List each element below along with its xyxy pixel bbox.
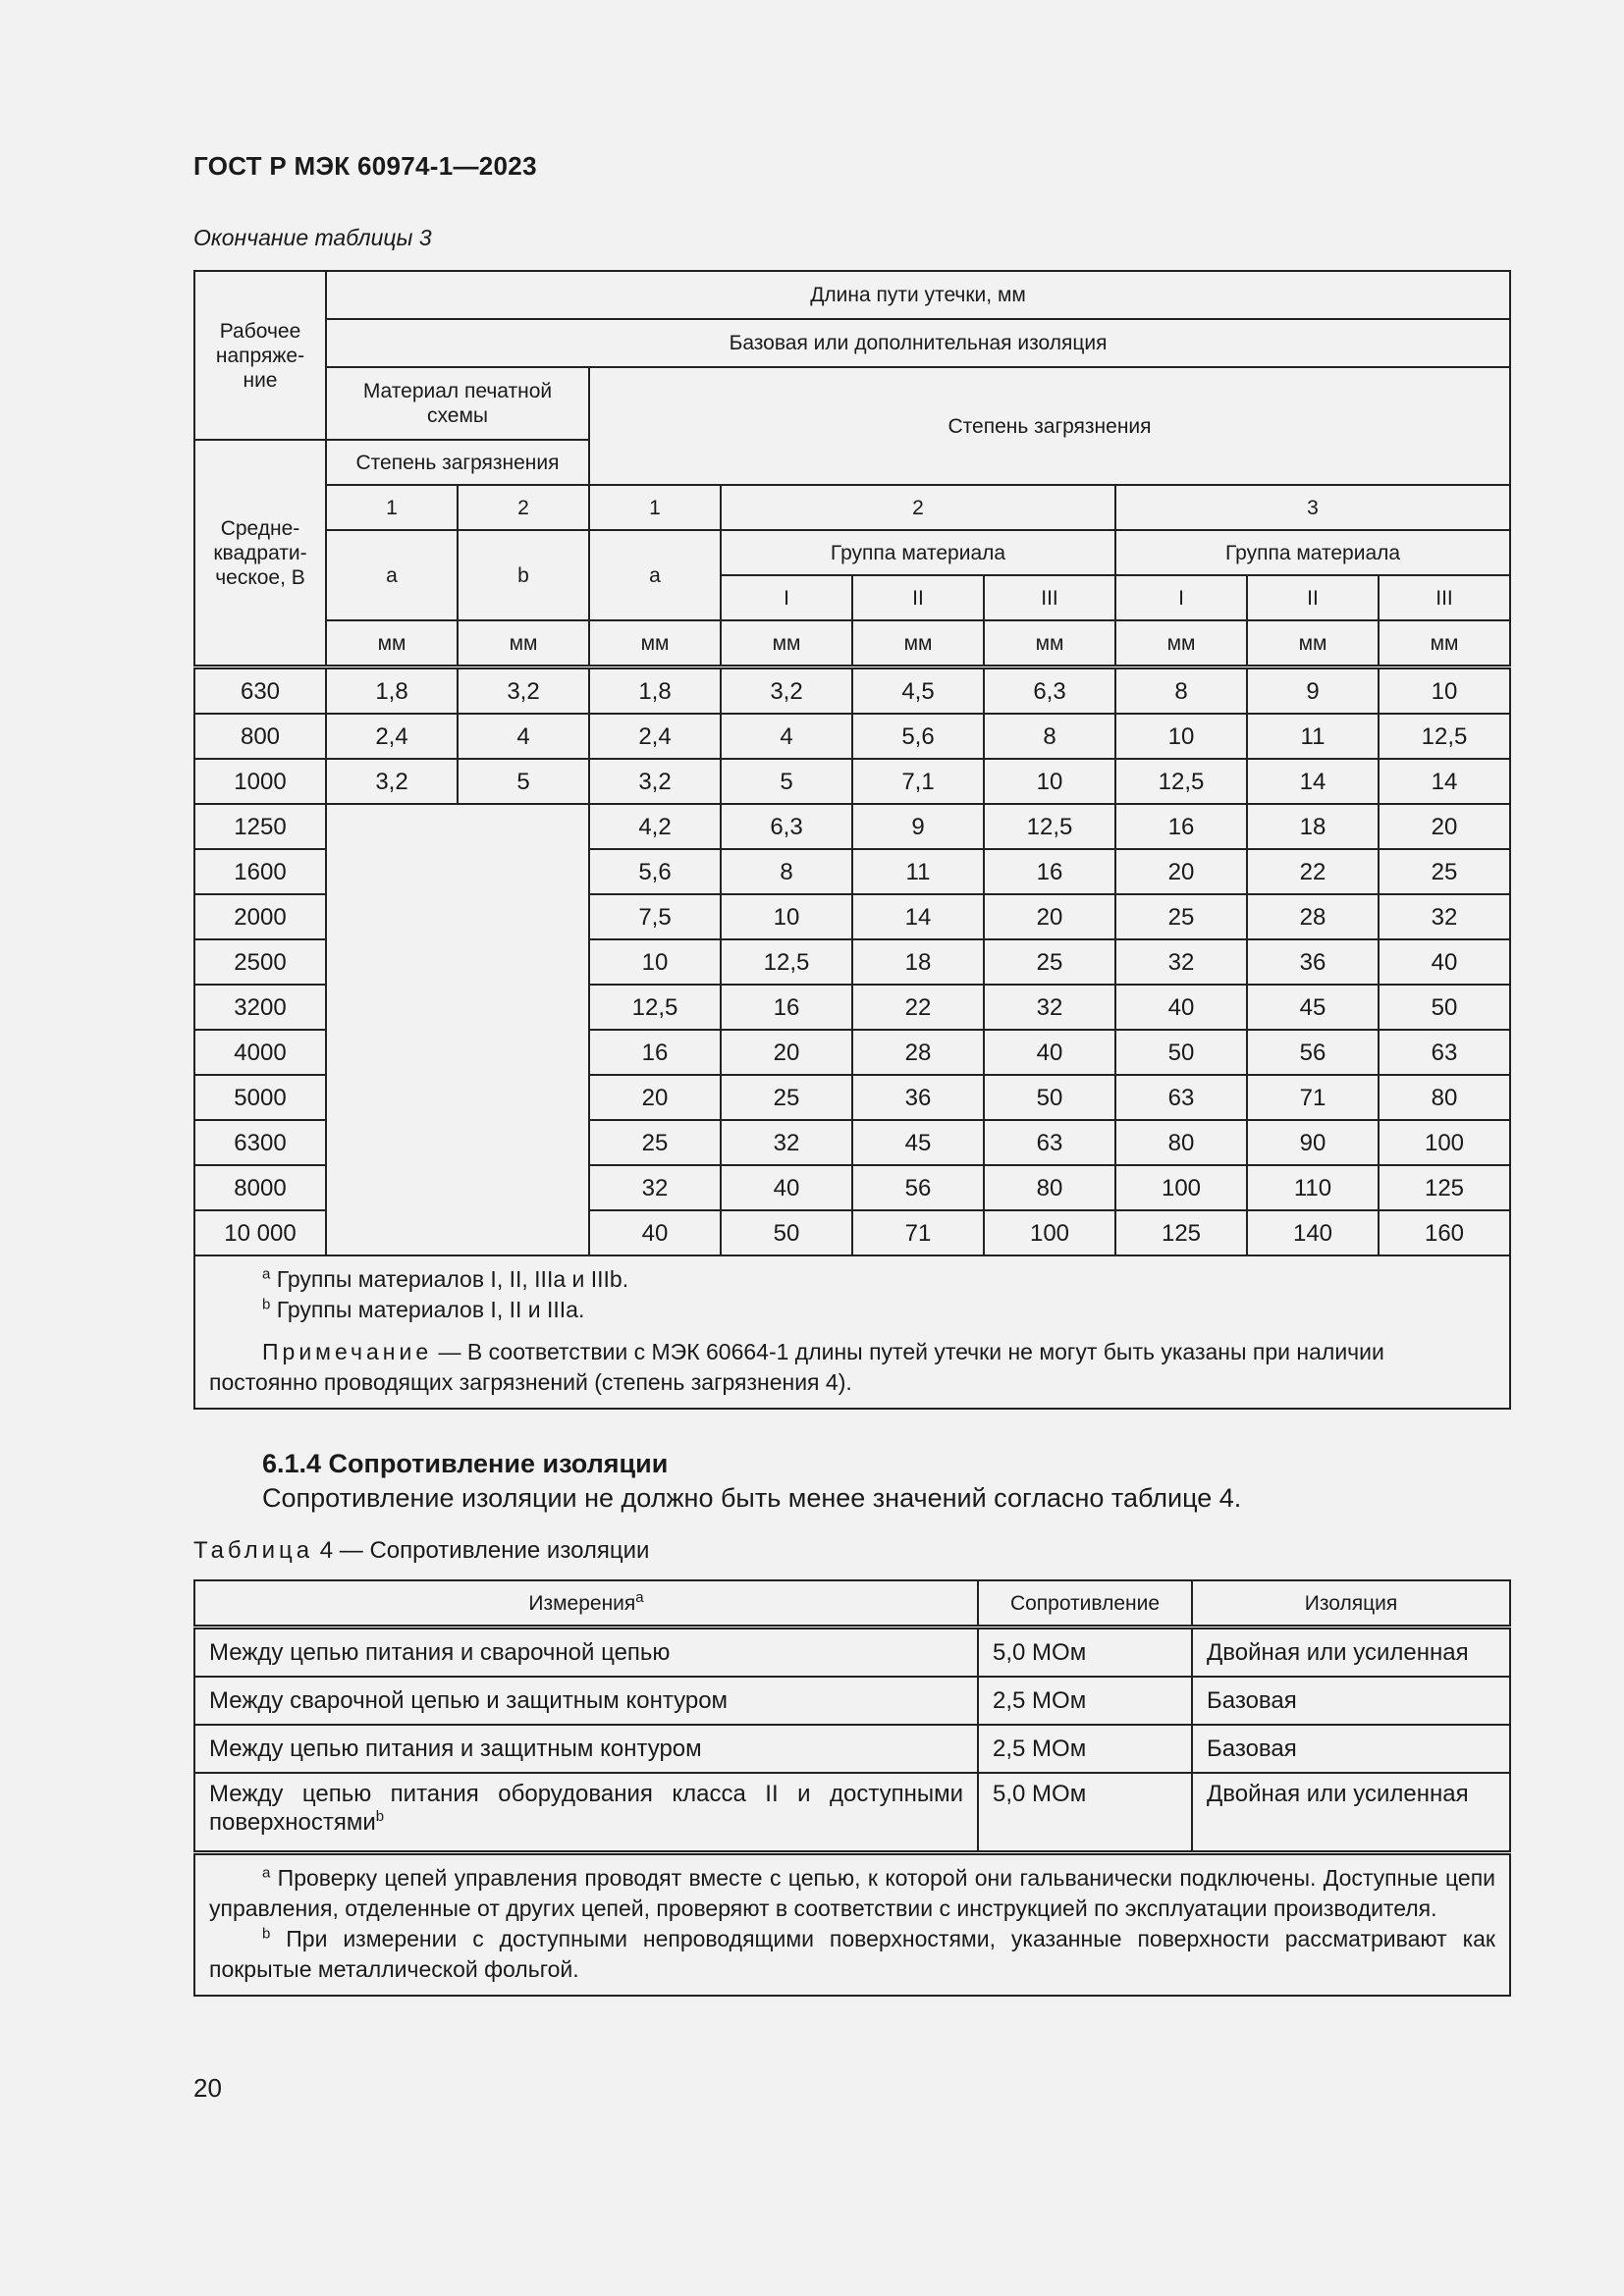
value-cell: 25: [1379, 849, 1510, 894]
value-cell: 11: [852, 849, 984, 894]
value-cell: 25: [984, 939, 1115, 985]
value-cell: 1,8: [326, 667, 458, 715]
value-cell: 10: [589, 939, 721, 985]
material-group-header: Группа материала: [721, 530, 1115, 575]
pcb-pollution-degree-header: Степень загрязнения: [326, 440, 589, 485]
value-cell: 16: [589, 1030, 721, 1075]
value-cell: 2,4: [326, 714, 458, 759]
value-cell: 18: [852, 939, 984, 985]
value-cell: 4,5: [852, 667, 984, 715]
unit-cell: мм: [589, 620, 721, 667]
value-cell: 28: [1247, 894, 1379, 939]
footnote-b: $^b$ Группы материалов I, II и IIIa.: [262, 1296, 585, 1322]
value-cell: 110: [1247, 1165, 1379, 1210]
table-3-header: [194, 271, 1510, 667]
value-cell: 56: [852, 1165, 984, 1210]
value-cell: 16: [721, 985, 852, 1030]
value-cell: 100: [1379, 1120, 1510, 1165]
voltage-cell: 4000: [194, 1030, 326, 1075]
value-cell: 9: [1247, 667, 1379, 715]
value-cell: 32: [1379, 894, 1510, 939]
degree-header: 2: [721, 485, 1115, 530]
standard-designation: ГОСТ Р МЭК 60974-1—2023: [193, 151, 537, 181]
resistance-cell: 5,0 МОм: [978, 1628, 1192, 1678]
unit-cell: мм: [1379, 620, 1510, 667]
value-cell: 18: [1247, 804, 1379, 849]
value-cell: 140: [1247, 1210, 1379, 1255]
measurement-header: Измерения$^a$: [194, 1580, 978, 1628]
table-continuation-label: Окончание таблицы 3: [193, 225, 432, 250]
value-cell: 63: [1115, 1075, 1247, 1120]
value-cell: 7,1: [852, 759, 984, 804]
value-cell: 80: [1379, 1075, 1510, 1120]
value-cell: 12,5: [1379, 714, 1510, 759]
table-3-body: [194, 667, 1510, 1256]
degree-header: 2: [458, 485, 589, 530]
voltage-cell: 630: [194, 667, 326, 715]
value-cell: 16: [1115, 804, 1247, 849]
value-cell: 90: [1247, 1120, 1379, 1165]
value-cell: 6,3: [721, 804, 852, 849]
voltage-cell: 2000: [194, 894, 326, 939]
unit-cell: мм: [721, 620, 852, 667]
value-cell: 25: [721, 1075, 852, 1120]
resistance-cell: 2,5 МОм: [978, 1677, 1192, 1725]
voltage-cell: 2500: [194, 939, 326, 985]
value-cell: 10: [721, 894, 852, 939]
value-cell: 20: [589, 1075, 721, 1120]
value-cell: 32: [984, 985, 1115, 1030]
voltage-cell: 1600: [194, 849, 326, 894]
value-cell: 40: [1115, 985, 1247, 1030]
value-cell: 36: [852, 1075, 984, 1120]
value-cell: 32: [1115, 939, 1247, 985]
value-cell: 50: [1379, 985, 1510, 1030]
unit-cell: мм: [1115, 620, 1247, 667]
value-cell: 14: [1247, 759, 1379, 804]
insulation-header: Изоляция: [1192, 1580, 1510, 1628]
unit-row: [194, 620, 1510, 667]
value-cell: 6,3: [984, 667, 1115, 715]
value-cell: 12,5: [589, 985, 721, 1030]
value-cell: 160: [1379, 1210, 1510, 1255]
value-cell: 40: [589, 1210, 721, 1255]
voltage-cell: 5000: [194, 1075, 326, 1120]
value-cell: 40: [984, 1030, 1115, 1075]
value-cell: 56: [1247, 1030, 1379, 1075]
value-cell: 45: [1247, 985, 1379, 1030]
pcb-material-header: Материал печатной схемы: [326, 367, 589, 440]
unit-cell: мм: [852, 620, 984, 667]
resistance-cell: 5,0 МОм: [978, 1773, 1192, 1853]
value-cell: 80: [984, 1165, 1115, 1210]
value-cell: 22: [852, 985, 984, 1030]
group-header: II: [1247, 575, 1379, 620]
table-3-notes: [194, 1255, 1510, 1409]
group-header: III: [1379, 575, 1510, 620]
value-cell: 2,4: [589, 714, 721, 759]
table-row: [194, 1773, 1510, 1853]
value-cell: 20: [1379, 804, 1510, 849]
value-cell: 50: [721, 1210, 852, 1255]
measurement-cell: Между сварочной цепью и защитным контуром: [194, 1677, 978, 1725]
value-cell: 8: [721, 849, 852, 894]
degree-header: 1: [589, 485, 721, 530]
table-3-note: [209, 1337, 1495, 1398]
value-cell: 5,6: [589, 849, 721, 894]
group-header: I: [721, 575, 852, 620]
unit-cell: мм: [984, 620, 1115, 667]
insulation-cell: Двойная или усиленная: [1192, 1773, 1510, 1853]
table-3-notes-cell: [194, 1255, 1510, 1409]
value-cell: 5,6: [852, 714, 984, 759]
value-cell: 3,2: [721, 667, 852, 715]
value-cell: 5: [721, 759, 852, 804]
footnote-a: $^a$ Группы материалов I, II, IIIa и IIIb.: [262, 1265, 629, 1292]
page-number: 20: [193, 2073, 222, 2103]
value-cell: 11: [1247, 714, 1379, 759]
value-cell: 10: [1115, 714, 1247, 759]
group-header: I: [1115, 575, 1247, 620]
value-cell: 8: [1115, 667, 1247, 715]
value-cell: 125: [1379, 1165, 1510, 1210]
empty-cell: [326, 804, 589, 1255]
insulation-cell: Двойная или усиленная: [1192, 1628, 1510, 1678]
footnote-ref-header: a: [326, 530, 458, 620]
value-cell: 25: [589, 1120, 721, 1165]
pollution-degree-header: Степень загрязнения: [589, 367, 1510, 485]
value-cell: 28: [852, 1030, 984, 1075]
table-4-insulation-resistance: [193, 1579, 1511, 1997]
voltage-cell: 1250: [194, 804, 326, 849]
value-cell: 12,5: [721, 939, 852, 985]
footnote-ref-header: a: [589, 530, 721, 620]
value-cell: 71: [1247, 1075, 1379, 1120]
voltage-cell: 6300: [194, 1120, 326, 1165]
value-cell: 20: [984, 894, 1115, 939]
value-cell: 100: [1115, 1165, 1247, 1210]
section-text: Сопротивление изоляции не должно быть менее значений согласно таблице 4.: [262, 1483, 1242, 1513]
table-row: [194, 714, 1510, 759]
value-cell: 22: [1247, 849, 1379, 894]
value-cell: 1,8: [589, 667, 721, 715]
value-cell: 71: [852, 1210, 984, 1255]
value-cell: 80: [1115, 1120, 1247, 1165]
working-voltage-header: Рабочее напряже- ние: [194, 271, 326, 440]
value-cell: 4,2: [589, 804, 721, 849]
section-heading: 6.1.4 Сопротивление изоляции: [262, 1449, 669, 1478]
value-cell: 20: [1115, 849, 1247, 894]
creepage-header: Длина пути утечки, мм: [326, 271, 1510, 319]
resistance-header: Сопротивление: [978, 1580, 1192, 1628]
table-4-caption: Таблица 4 — Сопротивление изоляции: [193, 1537, 650, 1564]
table-4-notes-cell: [194, 1853, 1510, 1997]
table-3-creepage: [193, 270, 1511, 1410]
note-label: Примечание: [262, 1339, 433, 1364]
value-cell: 63: [1379, 1030, 1510, 1075]
material-group-header: Группа материала: [1115, 530, 1510, 575]
value-cell: 50: [1115, 1030, 1247, 1075]
insulation-cell: Базовая: [1192, 1725, 1510, 1773]
value-cell: 14: [1379, 759, 1510, 804]
table-row: [194, 1628, 1510, 1678]
value-cell: 9: [852, 804, 984, 849]
value-cell: 3,2: [589, 759, 721, 804]
degree-header: 1: [326, 485, 458, 530]
value-cell: 45: [852, 1120, 984, 1165]
group-header: III: [984, 575, 1115, 620]
unit-cell: мм: [326, 620, 458, 667]
unit-cell: мм: [1247, 620, 1379, 667]
table-row: [194, 1725, 1510, 1773]
value-cell: 12,5: [1115, 759, 1247, 804]
unit-cell: мм: [458, 620, 589, 667]
measurement-cell: Между цепью питания и сварочной цепью: [194, 1628, 978, 1678]
value-cell: 40: [1379, 939, 1510, 985]
value-cell: 63: [984, 1120, 1115, 1165]
value-cell: 4: [458, 714, 589, 759]
footnote-b: $^b$ При измерении с доступными непроводящими поверхностями, указанные поверхности рассматривают как покрытые металлической фольгой.: [209, 1925, 1495, 1982]
value-cell: 32: [721, 1120, 852, 1165]
note-text: — В соответствии с МЭК 60664-1 длины путей утечки не могут быть указаны при наличии постоянно проводящих загрязнений (степень загрязнения 4).: [209, 1339, 1384, 1395]
voltage-cell: 1000: [194, 759, 326, 804]
insulation-cell: Базовая: [1192, 1677, 1510, 1725]
value-cell: 125: [1115, 1210, 1247, 1255]
value-cell: 32: [589, 1165, 721, 1210]
voltage-cell: 10 000: [194, 1210, 326, 1255]
table-row: [194, 759, 1510, 804]
value-cell: 10: [984, 759, 1115, 804]
measurement-cell: Между цепью питания оборудования класса II и доступными поверхностями$^b$: [194, 1773, 978, 1853]
rms-voltage-header: Средне- квадрати- ческое, В: [194, 440, 326, 667]
resistance-cell: 2,5 МОм: [978, 1725, 1192, 1773]
value-cell: 25: [1115, 894, 1247, 939]
footnote-a: $^a$ Проверку цепей управления проводят вместе с цепью, к которой они гальванически подключены. Доступные цепи управления, отделенные от других цепей, проверяют в соответствии с инструкцией по эксплуатации производителя.: [209, 1864, 1495, 1921]
value-cell: 8: [984, 714, 1115, 759]
voltage-cell: 800: [194, 714, 326, 759]
value-cell: 36: [1247, 939, 1379, 985]
measurement-cell: Между цепью питания и защитным контуром: [194, 1725, 978, 1773]
value-cell: 12,5: [984, 804, 1115, 849]
value-cell: 14: [852, 894, 984, 939]
value-cell: 40: [721, 1165, 852, 1210]
insulation-type-header: Базовая или дополнительная изоляция: [326, 319, 1510, 367]
value-cell: 16: [984, 849, 1115, 894]
value-cell: 4: [721, 714, 852, 759]
table-row: [194, 804, 1510, 849]
value-cell: 3,2: [326, 759, 458, 804]
value-cell: 5: [458, 759, 589, 804]
voltage-cell: 3200: [194, 985, 326, 1030]
degree-header: 3: [1115, 485, 1510, 530]
group-header: II: [852, 575, 984, 620]
value-cell: 100: [984, 1210, 1115, 1255]
footnote-ref-header: b: [458, 530, 589, 620]
value-cell: 20: [721, 1030, 852, 1075]
value-cell: 3,2: [458, 667, 589, 715]
table-row: [194, 667, 1510, 715]
value-cell: 50: [984, 1075, 1115, 1120]
voltage-cell: 8000: [194, 1165, 326, 1210]
table-row: [194, 1677, 1510, 1725]
value-cell: 10: [1379, 667, 1510, 715]
value-cell: 7,5: [589, 894, 721, 939]
